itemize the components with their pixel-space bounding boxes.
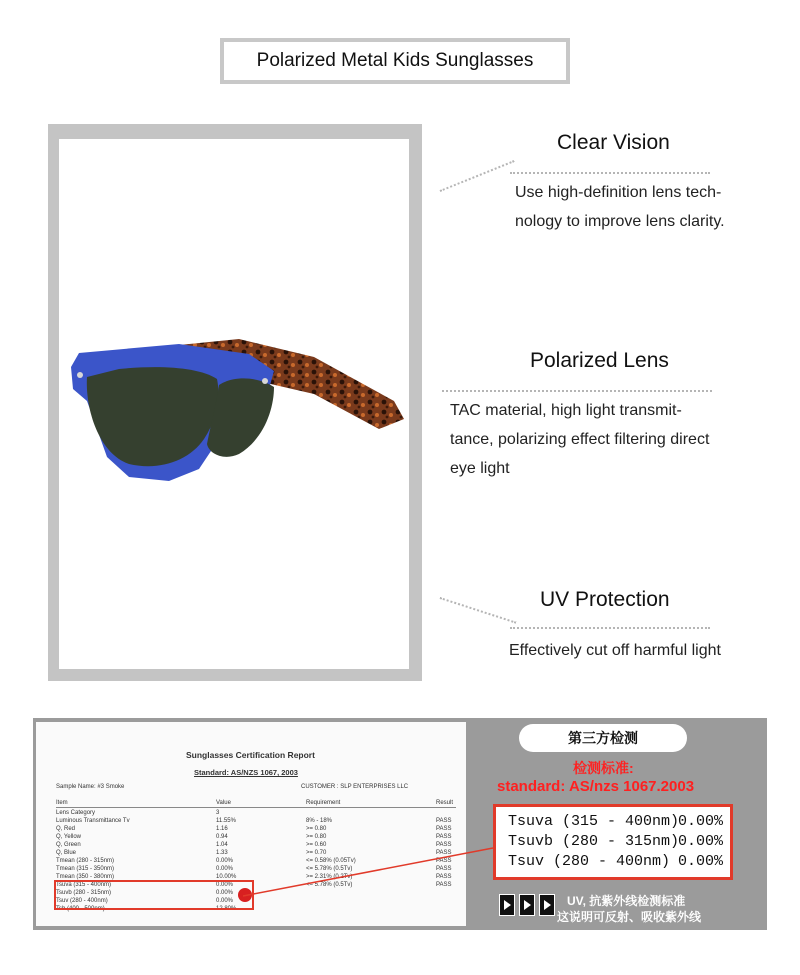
report-row: Q, Red 1.16 >= 0.80 PASS	[56, 826, 452, 832]
certification-panel	[33, 718, 767, 930]
pointer-line	[440, 597, 517, 624]
report-row: Tsuvb (280 - 315nm) 0.00%	[56, 890, 234, 896]
divider	[442, 390, 712, 392]
divider	[510, 172, 710, 174]
report-row: Lens Category 3	[56, 810, 220, 816]
zoomed-results	[493, 804, 733, 880]
feature-text-uv-protection: Effectively cut off harmful light	[509, 642, 721, 659]
report-row: Tmean (350 - 380nm) 10.00% >= 2.31% (0.2Tv) PASS	[56, 874, 452, 880]
feature-title-uv-protection: UV Protection	[540, 588, 670, 611]
feature-text-polarized-lens: TAC material, high light transmit- tance, polarizing effect filtering direct eye light	[450, 402, 710, 477]
report-row: Tsb (400 - 500nm) 12.80%	[56, 906, 237, 912]
report-standard: Standard: AS/NZS 1067, 2003	[194, 768, 298, 777]
report-meta: Sample Name: #3 Smoke CUSTOMER : SLP ENTERPRISES LLC	[56, 784, 409, 790]
report-row: Tsuv (280 - 400nm) 0.00%	[56, 898, 234, 904]
report-header-row: Item Value Requirement Result	[56, 800, 456, 808]
report-row: Tsuva (315 - 400nm) 0.00% <= 5.78% (0.5Tv) PASS	[56, 882, 452, 888]
product-photo	[59, 139, 409, 669]
zoom-row: Tsuvb (280 - 315nm) 0.00%	[508, 833, 724, 850]
zoom-row: Tsuva (315 - 400nm) 0.00%	[508, 813, 724, 830]
standard-value: standard: AS/nzs 1067.2003	[497, 778, 695, 795]
sunglasses-image	[59, 139, 409, 669]
divider	[510, 627, 710, 629]
report-row: Tmean (315 - 350nm) 0.00% <= 5.78% (0.5Tv) PASS	[56, 866, 452, 872]
report-row: Q, Blue 1.33 >= 0.70 PASS	[56, 850, 452, 856]
page-title: Polarized Metal Kids Sunglasses	[220, 38, 570, 84]
play-arrow-icon	[539, 894, 555, 916]
report-row: Q, Yellow 0.94 >= 0.80 PASS	[56, 834, 452, 840]
pointer-line	[440, 160, 515, 192]
feature-text-clear-vision: Use high-definition lens tech- nology to improve lens clarity.	[515, 184, 725, 230]
play-arrow-icon	[499, 894, 515, 916]
report-heading: Sunglasses Certification Report	[186, 750, 315, 760]
third-party-badge: 第三方检测	[519, 724, 687, 752]
callout-line	[243, 838, 503, 918]
standard-label: 检测标准:	[573, 760, 634, 776]
report-row: Luminous Transmittance Tv 11.55% 8% - 18% PASS	[56, 818, 452, 824]
highlight-box	[54, 880, 254, 910]
zoom-row: Tsuv (280 - 400nm) 0.00%	[508, 853, 724, 870]
uv-reflect-caption: 这说明可反射、吸收紫外线	[557, 910, 702, 924]
play-arrow-icon	[519, 894, 535, 916]
feature-title-polarized-lens: Polarized Lens	[530, 349, 669, 372]
feature-title-clear-vision: Clear Vision	[557, 131, 670, 154]
report-row: Q, Green 1.04 >= 0.60 PASS	[56, 842, 452, 848]
product-photo-frame	[48, 124, 422, 681]
uv-standard-caption: UV, 抗紫外线检测标准	[567, 894, 686, 908]
report-row: Tmean (280 - 315nm) 0.00% <= 0.58% (0.05Tv) PASS	[56, 858, 452, 864]
